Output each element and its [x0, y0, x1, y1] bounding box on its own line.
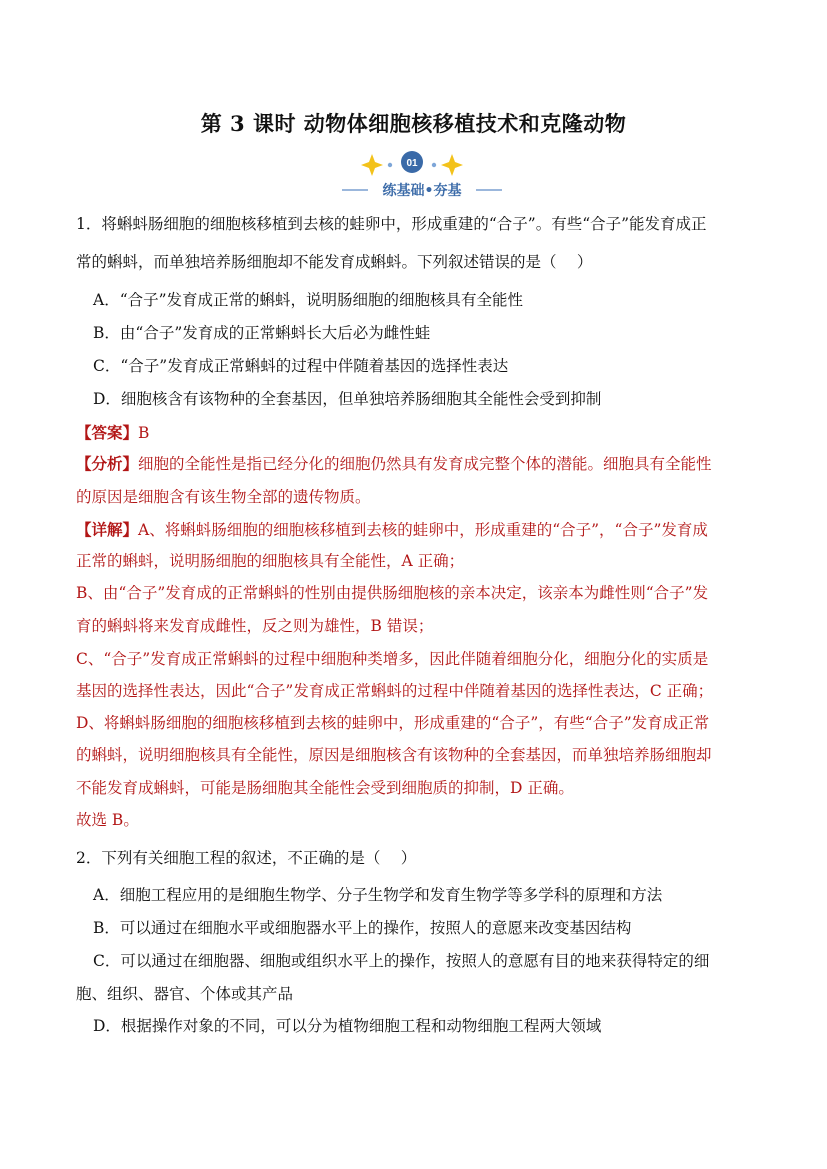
page-title: 第 3 课时 动物体细胞核移植技术和克隆动物	[200, 111, 627, 136]
star-icon	[361, 154, 383, 176]
question-2-option-c: C．可以通过在细胞器、细胞或组织水平上的操作，按照人的意愿有目的地来获得特定的细	[93, 952, 710, 970]
detail-line	[76, 520, 756, 540]
section-number: 01	[406, 158, 418, 169]
analysis-tag: 【分析】	[76, 454, 139, 473]
detail-line: C、“合子”发育成正常蝌蚪的过程中细胞种类增多，因此伴随着细胞分化，细胞分化的实质是	[76, 650, 709, 668]
section-banner	[340, 144, 510, 202]
detail-line: 正常的蝌蚪，说明肠细胞的细胞核具有全能性，A 正确；	[76, 552, 465, 570]
question-2-option-b: B．可以通过在细胞水平或细胞器水平上的操作，按照人的意愿来改变基因结构	[93, 919, 632, 937]
detail-line: 育的蝌蚪将来发育成雌性，反之则为雄性，B 错误；	[76, 617, 434, 635]
question-2-stem: 2．下列有关细胞工程的叙述，不正确的是（ ）	[76, 849, 417, 867]
detail-line: 基因的选择性表达，因此“合子”发育成正常蝌蚪的过程中伴随着基因的选择性表达，C 正确；	[76, 682, 714, 700]
question-2-option-d: D．根据操作对象的不同，可以分为植物细胞工程和动物细胞工程两大领域	[93, 1017, 602, 1035]
detail-line: D、将蝌蚪肠细胞的细胞核移植到去核的蛙卵中，形成重建的“合子”，有些“合子”发育成正常	[76, 714, 710, 732]
question-1-stem-line: 1．将蝌蚪肠细胞的细胞核移植到去核的蛙卵中，形成重建的“合子”。有些“合子”能发育成正	[76, 215, 707, 233]
question-2-option-c-cont: 胞、组织、器官、个体或其产品	[76, 985, 294, 1003]
analysis-line: 的原因是细胞含有该生物全部的遗传物质。	[76, 488, 371, 506]
star-icon	[441, 154, 463, 176]
question-1-option-a: A．“合子”发育成正常的蝌蚪，说明肠细胞的细胞核具有全能性	[93, 291, 524, 309]
answer-value: B	[138, 424, 150, 442]
question-1-option-d: D．细胞核含有该物种的全套基因，但单独培养肠细胞其全能性会受到抑制	[93, 390, 602, 408]
detail-line: 故选 B。	[76, 811, 139, 829]
detail-line: 的蝌蚪，说明细胞核具有全能性，原因是细胞核含有该物种的全套基因，而单独培养肠细胞却	[76, 746, 712, 764]
question-1-option-c: C．“合子”发育成正常蝌蚪的过程中伴随着基因的选择性表达	[93, 357, 509, 375]
answer-tag: 【答案】	[76, 423, 139, 442]
detail-tag: 【详解】	[76, 520, 139, 539]
question-1-option-b: B．由“合子”发育成的正常蝌蚪长大后必为雌性蛙	[93, 324, 431, 342]
section-label: 练基础•夯基	[382, 183, 462, 199]
detail-line: B、由“合子”发育成的正常蝌蚪的性别由提供肠细胞核的亲本决定，该亲本为雌性则“合子”发	[76, 584, 709, 602]
detail-text: A、将蝌蚪肠细胞的细胞核移植到去核的蛙卵中，形成重建的“合子”，“合子”发育成	[138, 521, 708, 539]
question-1-stem-line: 常的蝌蚪，而单独培养肠细胞却不能发育成蝌蚪。下列叙述错误的是（ ）	[76, 253, 593, 271]
question-2-option-a: A．细胞工程应用的是细胞生物学、分子生物学和发育生物学等多学科的原理和方法	[93, 886, 663, 904]
answer-line	[76, 423, 756, 443]
analysis-text: 细胞的全能性是指已经分化的细胞仍然具有发育成完整个体的潜能。细胞具有全能性	[138, 455, 712, 473]
analysis-line	[76, 454, 756, 474]
detail-line: 不能发育成蝌蚪，可能是肠细胞其全能性会受到细胞质的抑制，D 正确。	[76, 779, 574, 797]
